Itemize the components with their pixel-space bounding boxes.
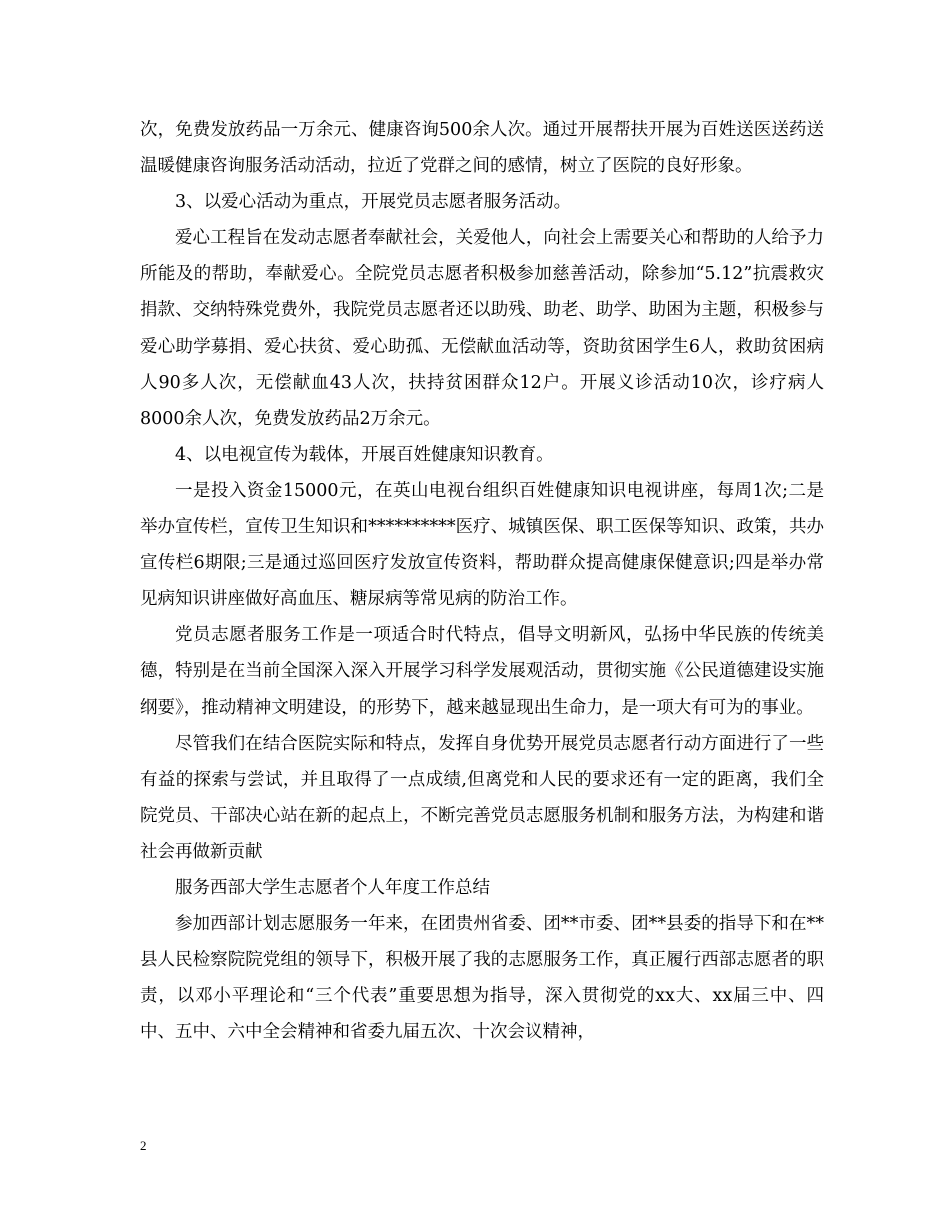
paragraph-6: 党员志愿者服务工作是一项适合时代特点，倡导文明新风，弘扬中华民族的传统美德，特别是在当前全国深入深入开展学习科学发展观活动，贯彻实施《公民道德建设实施纲要》，推动精神文明建设，的形势下，越来越显现出生命力，是一项大有可为的事业。 <box>140 625 824 718</box>
paragraph-7: 尽管我们在结合医院实际和特点，发挥自身优势开展党员志愿者行动方面进行了一些有益的探索与尝试，并且取得了一点成绩,但离党和人民的要求还有一定的距离，我们全院党员、干部决心站在新的起点上，不断完善党员志愿服务机制和服务方法，为构建和谐社会再做新贡献 <box>140 733 824 862</box>
paragraph-9: 参加西部计划志愿服务一年来，在团贵州省委、团**市委、团**县委的指导下和在**县人民检察院院党组的领导下，积极开展了我的志愿服务工作，真正履行西部志愿者的职责，以邓小平理论和“三个代表”重要思想为指导，深入贯彻党的xx大、xx届三中、四中、五中、六中全会精神和省委九届五次、十次会议精神， <box>140 914 824 1043</box>
page-number: 2 <box>140 1138 147 1153</box>
paragraph-3: 爱心工程旨在发动志愿者奉献社会，关爱他人，向社会上需要关心和帮助的人给予力所能及的帮助，奉献爱心。全院党员志愿者积极参加慈善活动，除参加“5.12”抗震救灾捐款、交纳特殊党费外，我院党员志愿者还以助残、助老、助学、助困为主题，积极参与爱心助学募捐、爱心扶贫、爱心助孤、无偿献血活动等，资助贫困学生6人，救助贫困病人90多人次，无偿献血43人次，扶持贫困群众12户。开展义诊活动10次，诊疗病人8000余人次，免费发放药品2万余元。 <box>140 228 824 429</box>
paragraph-2: 3、以爱心活动为重点，开展党员志愿者服务活动。 <box>175 192 572 213</box>
paragraph-5: 一是投入资金15000元，在英山电视台组织百姓健康知识电视讲座，每周1次;二是举办宣传栏，宣传卫生知识和**********医疗、城镇医保、职工医保等知识、政策，共办宣传栏6期限;三是通过巡回医疗发放宣传资料，帮助群众提高健康保健意识;四是举办常见病知识讲座做好高血压、糖尿病等常见病的防治工作。 <box>140 480 824 610</box>
document-body <box>140 112 824 1050</box>
paragraph-8: 服务西部大学生志愿者个人年度工作总结 <box>175 877 490 898</box>
paragraph-1: 次，免费发放药品一万余元、健康咨询500余人次。通过开展帮扶开展为百姓送医送药送温暖健康咨询服务活动活动，拉近了党群之间的感情，树立了医院的良好形象。 <box>140 120 824 177</box>
paragraph-4: 4、以电视宣传为载体，开展百姓健康知识教育。 <box>175 444 554 465</box>
